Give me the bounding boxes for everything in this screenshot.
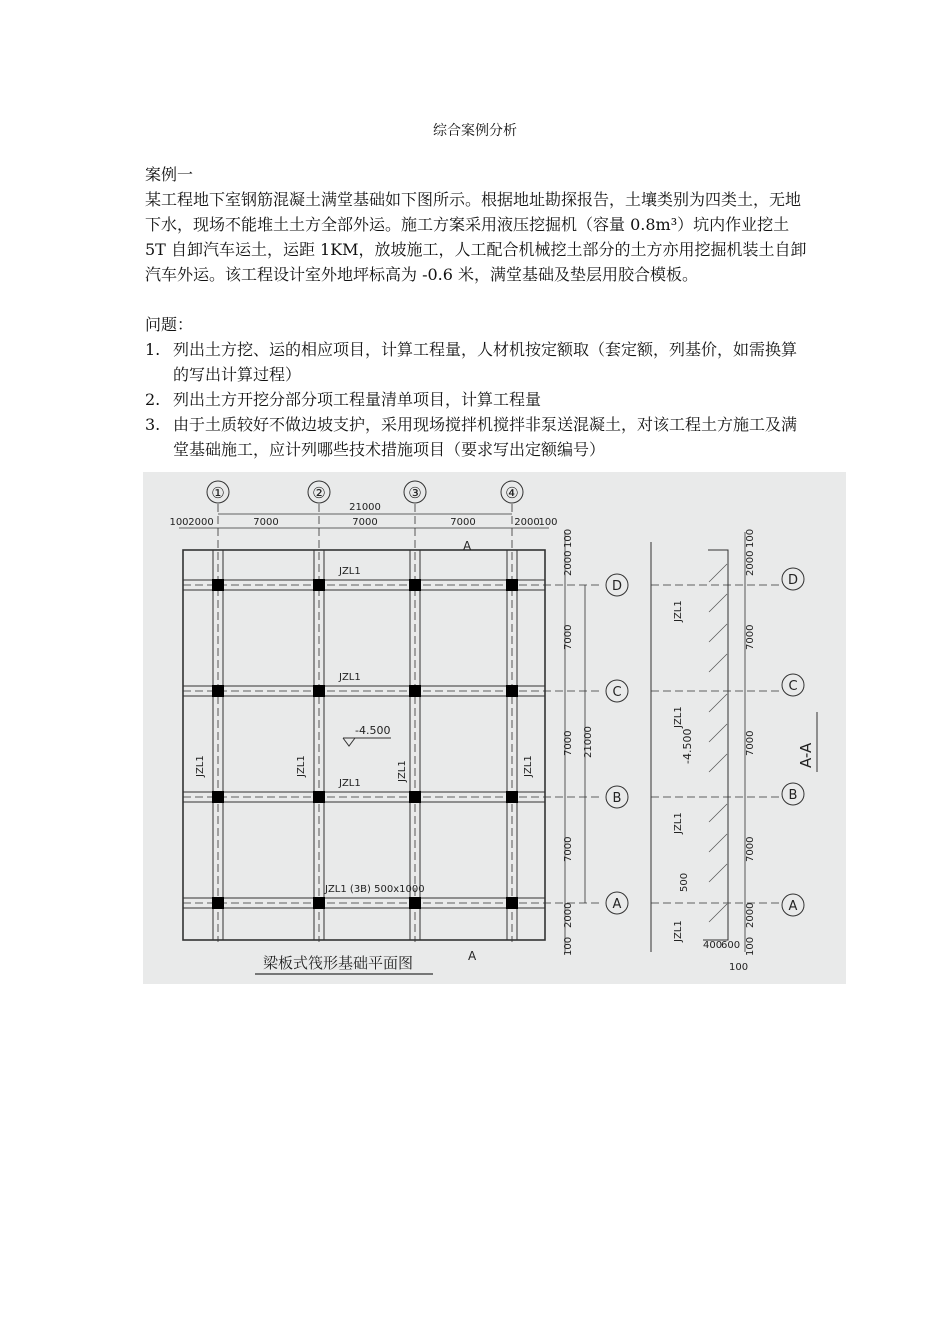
section-beam-label: JZL1 — [673, 920, 684, 942]
section-elevation: -4.500 — [681, 728, 694, 764]
question-text: 列出土方开挖分部分项工程量清单项目，计算工程量 — [173, 390, 542, 409]
section-row-b: B — [788, 788, 798, 803]
top-dim: 2000 — [514, 517, 540, 528]
section-right-dim: 100 — [745, 528, 756, 548]
section-right-dim: 2000 — [745, 550, 756, 576]
grid-row-d: D — [611, 579, 623, 594]
section-row-a: A — [788, 899, 798, 914]
drawing-caption: 梁板式筏形基础平面图 — [263, 954, 414, 972]
beam-label: JZL1 — [339, 566, 361, 577]
section-beam-label: JZL1 — [673, 706, 684, 728]
page-title: 综合案例分析 — [433, 123, 517, 139]
overall-width-dim: 21000 — [349, 502, 381, 513]
question-heading: 问题： — [145, 315, 194, 334]
grid-col-4: ④ — [505, 484, 519, 502]
top-dim: 2000 — [188, 517, 214, 528]
beam-label: JZL1 — [195, 755, 206, 777]
grid-col-2: ② — [312, 484, 326, 502]
right-dim: 7000 — [563, 836, 574, 862]
beam-label: JZL1 — [339, 672, 361, 683]
question-text: 列出土方挖、运的相应项目，计算工程量，人材机按定额取（套定额，列基价，如需换算的写出计算过程） — [173, 340, 798, 384]
grid-row-b: B — [612, 791, 622, 806]
question-item — [145, 412, 810, 462]
top-dim: 7000 — [253, 517, 279, 528]
case-heading: 案例一 — [145, 165, 194, 184]
question-item — [145, 387, 810, 412]
section-right-dim: 7000 — [745, 836, 756, 862]
question-list — [145, 337, 810, 462]
beam-label: JZL1 — [523, 755, 534, 777]
section-mark-bottom: A — [468, 949, 477, 963]
elevation-label: -4.500 — [355, 724, 391, 737]
question-number: 2. — [145, 390, 161, 409]
beam-label-spec: JZL1 (3B) 500x1000 — [325, 884, 425, 895]
overall-height-dim: 21000 — [583, 726, 594, 758]
case-description: 某工程地下室钢筋混凝土满堂基础如下图所示。根据地址勘探报告，土壤类别为四类土，无地下水，现场不能堆土土方全部外运。施工方案采用液压挖掘机（容量 0.8m³）坑内作业挖土 5T 自卸汽车运土，运距 1KM，放坡施工，人工配合机械挖土部分的土方亦用挖掘机装土自卸汽车外运。该工程设计室外地坪标高为 -0.6 米，满堂基础及垫层用胶合模板。 — [145, 190, 807, 284]
section-bottom-dim: 600 — [721, 940, 741, 951]
section-right-dim: 100 — [745, 936, 756, 956]
top-dim: 7000 — [450, 517, 476, 528]
grid-row-c: C — [612, 685, 622, 700]
section-right-dim: 7000 — [745, 624, 756, 650]
beam-label: JZL1 — [339, 778, 361, 789]
section-dim-500: 500 — [679, 872, 690, 892]
question-item — [145, 337, 810, 387]
top-dim: 100 — [169, 517, 189, 528]
section-mark-top: A — [463, 539, 472, 553]
right-dim: 2000 — [563, 902, 574, 928]
section-title: A-A — [797, 742, 815, 768]
question-number: 3. — [145, 415, 161, 434]
top-dim: 7000 — [352, 517, 378, 528]
beam-label: JZL1 — [296, 755, 307, 777]
slab-outline — [183, 550, 545, 940]
question-text: 由于土质较好不做边坡支护，采用现场搅拌机搅拌非泵送混凝土，对该工程土方施工及满堂基础施工，应计列哪些技术措施项目（要求写出定额编号） — [173, 415, 798, 459]
question-number: 1. — [145, 340, 161, 359]
beam-label: JZL1 — [397, 760, 408, 782]
right-dim: 100 — [563, 936, 574, 956]
foundation-drawing — [143, 472, 846, 984]
section-right-dim: 2000 — [745, 902, 756, 928]
top-dim: 100 — [538, 517, 558, 528]
section-right-dim: 7000 — [745, 730, 756, 756]
right-dim: 7000 — [563, 730, 574, 756]
grid-col-1: ① — [211, 484, 225, 502]
right-dim: 100 — [563, 528, 574, 548]
section-beam-label: JZL1 — [673, 600, 684, 622]
right-dim: 7000 — [563, 624, 574, 650]
section-beam-label: JZL1 — [673, 812, 684, 834]
right-dim: 2000 — [563, 550, 574, 576]
foundation-plan-svg — [143, 472, 846, 984]
grid-col-3: ③ — [408, 484, 422, 502]
section-row-d: D — [787, 573, 799, 588]
section-bottom-dim: 100 — [729, 962, 749, 973]
grid-row-a: A — [612, 897, 622, 912]
section-bottom-dim: 400 — [703, 940, 723, 951]
section-row-c: C — [788, 679, 798, 694]
